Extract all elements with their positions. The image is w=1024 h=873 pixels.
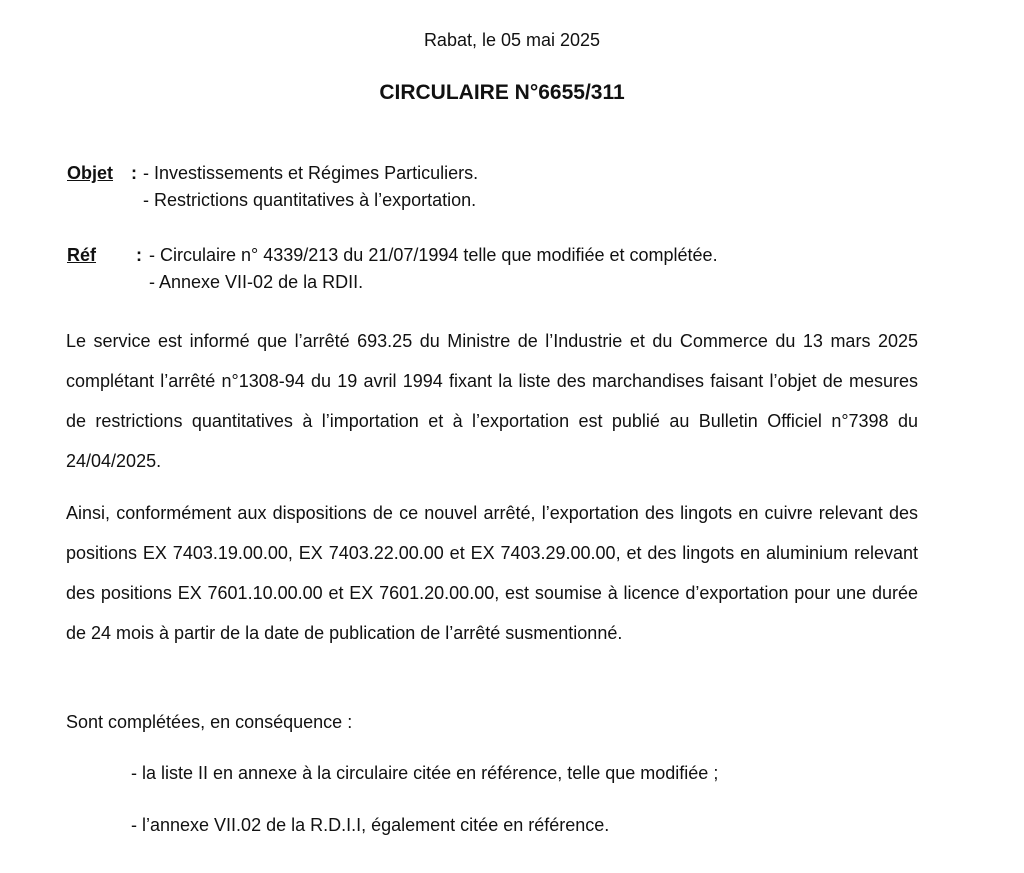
body-paragraph-1: Le service est informé que l’arrêté 693.25 du Ministre de l’Industrie et du Commerce du 13 mars 2025 complétant l’arrêté n°1308-94 du 19 avril 1994 fixant la liste des marchandises faisant l’objet de mesures de restrictions quantitatives à l’importation et à l’exportation est publié au Bulletin Officiel n°7398 du 24/04/2025. <box>66 331 918 471</box>
list-item-1: - la liste II en annexe à la circulaire citée en référence, telle que modifiée ; <box>131 763 719 783</box>
objet-separator: : <box>131 163 137 183</box>
objet-item-2: - Restrictions quantitatives à l’exportation. <box>143 190 477 210</box>
objet-item-1: - Investissements et Régimes Particuliers. <box>143 163 479 183</box>
document-date: Rabat, le 05 mai 2025 <box>423 30 601 50</box>
objet-label: Objet <box>67 163 114 183</box>
list-item-2: - l’annexe VII.02 de la R.D.I.I, également citée en référence. <box>131 815 610 835</box>
ref-separator: : <box>136 245 142 265</box>
ref-item-1: - Circulaire n° 4339/213 du 21/07/1994 telle que modifiée et complétée. <box>149 245 718 265</box>
circular-title: CIRCULAIRE N°6655/311 <box>379 81 625 104</box>
ref-label: Réf <box>67 245 97 265</box>
ref-item-2: - Annexe VII-02 de la RDII. <box>149 272 364 292</box>
body-paragraph-3: Sont complétées, en conséquence : <box>66 712 353 732</box>
body-paragraph-2: Ainsi, conformément aux dispositions de ce nouvel arrêté, l’exportation des lingots en cuivre relevant des positions EX 7403.19.00.00, EX 7403.22.00.00 et EX 7403.29.00.00, et des lingots en aluminium relevant des positions EX 7601.10.00.00 et EX 7601.20.00.00, est soumise à licence d’exportation pour une durée de 24 mois à partir de la date de publication de l’arrêté susmentionné. <box>66 503 918 643</box>
